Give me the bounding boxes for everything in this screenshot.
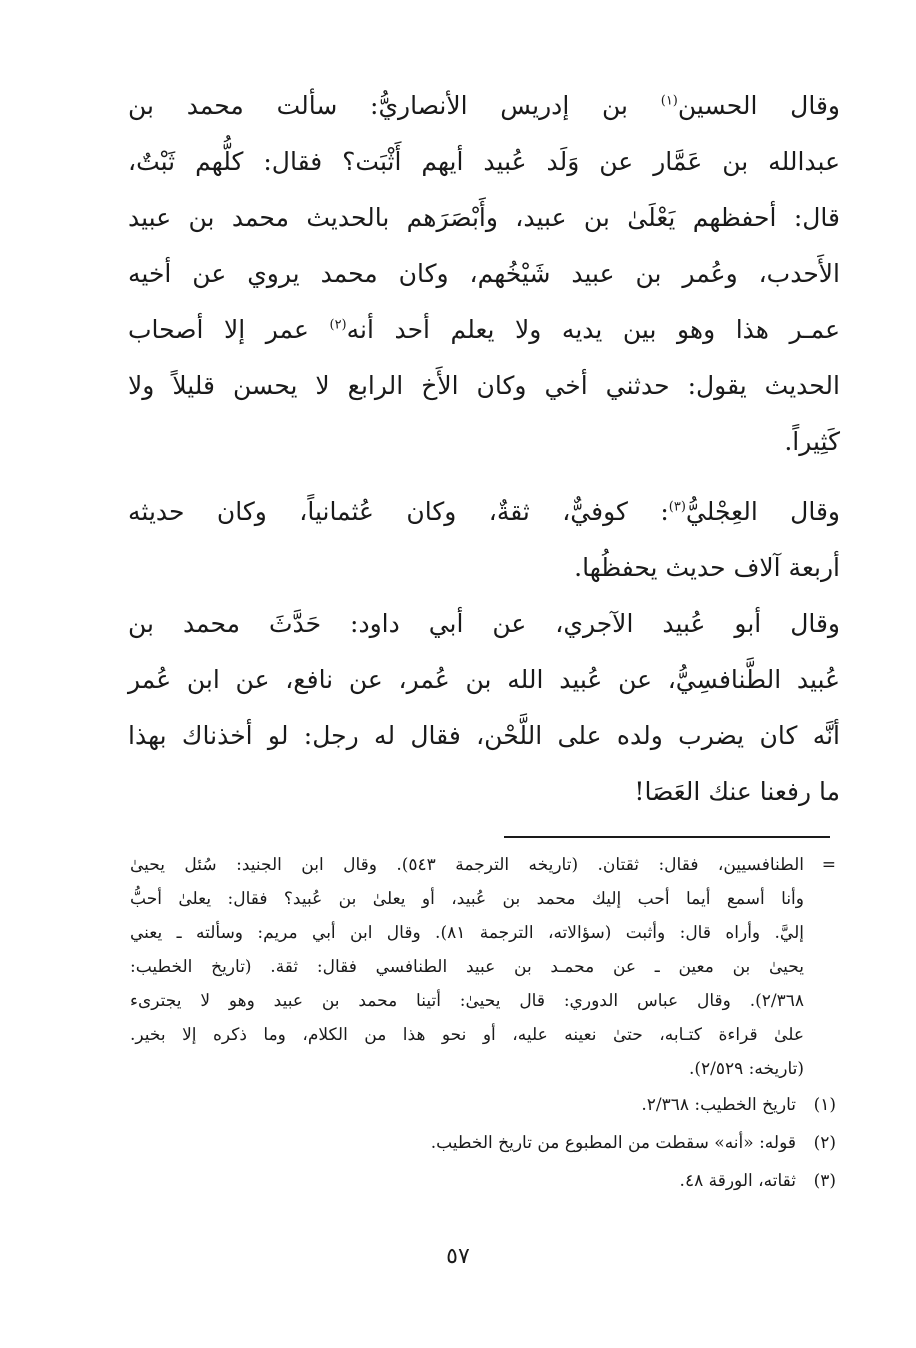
- text-line: أربعة آلاف حديث يحفظُها.: [574, 553, 840, 582]
- footnote-1: [130, 1086, 842, 1124]
- footnote-2: [130, 1124, 842, 1162]
- text-line: كَثِيراً.: [784, 427, 840, 456]
- text-line: الأَحدب، وعُمر بن عبيد شَيْخُهم، وكان محمد يروي عن أخيه: [128, 259, 840, 288]
- text-segment: عمـر هذا وهو بين يديه ولا يعلم أحد أنه: [346, 315, 840, 344]
- text-line: الحديث يقول: حدثني أخي وكان الأَخ الرابع لا يحسن قليلاً ولا: [128, 371, 840, 400]
- text-line: [128, 78, 840, 134]
- text-line: وقال أبو عُبيد الآجري، عن أبي داود: حَدَّثَ محمد بن: [128, 609, 840, 638]
- text-segment: بن إدريس الأنصاريُّ: سألت محمد بن: [128, 91, 661, 120]
- paragraph-1: [128, 78, 840, 470]
- footnote-ref-1: (١): [660, 93, 678, 109]
- text-segment: وقال العِجْليُّ: [685, 497, 840, 526]
- footnote-ref-3: (٣): [668, 499, 686, 515]
- paragraph-2: [128, 484, 840, 596]
- text-segment: : كوفيٌّ، ثقةٌ، وكان عُثمانياً، وكان حديثه: [128, 497, 669, 526]
- text-line: عبدالله بن عَمَّار عن وَلَد عُبيد أيهم أَثْبَت؟ فقال: كلُّهم ثَبْتٌ،: [128, 147, 840, 176]
- footnote-text: قوله: «أنه» سقطت من المطبوع من تاريخ الخطيب.: [430, 1133, 796, 1153]
- text-segment: عمر إلا أصحاب: [128, 315, 330, 344]
- footnote-text: ثقاته، الورقة ٤٨.: [679, 1171, 796, 1191]
- text-segment: وقال الحسين: [677, 91, 840, 120]
- footnote-line: وأنا أسمع أيما أحب إليك محمد بن عُبيد، أو يعلىٰ بن عُبيد؟ فقال: يعلىٰ أحبُّ: [130, 889, 804, 909]
- text-line: [128, 302, 840, 358]
- text-line: أنَّه كان يضرب ولده على اللَّحْن، فقال له رجل: لو أخذناك بهذا: [128, 721, 840, 750]
- text-line: [128, 484, 840, 540]
- main-text: [128, 78, 840, 820]
- footnote-number: (٣): [813, 1171, 836, 1191]
- footnote-line: ٢/٣٦٨). وقال عباس الدوري: قال يحيىٰ: أتينا محمد بن عبيد وهو لا يجترىء: [130, 991, 804, 1011]
- text-line: عُبيد الطَّنافسِيُّ، عن عُبيد الله بن عُمر، عن نافع، عن ابن عُمر: [128, 665, 840, 694]
- footnote-continuation: [130, 848, 842, 1086]
- footnotes: [130, 848, 842, 1200]
- continuation-marker: =: [821, 855, 836, 875]
- footnote-text: تاريخ الخطيب: ٢/٣٦٨.: [641, 1095, 796, 1115]
- text-line: ما رفعنا عنك العَصَا!: [634, 777, 840, 806]
- footnote-number: (٢): [813, 1133, 836, 1153]
- footnote-line: (تاريخه: ٢/٥٢٩).: [688, 1059, 804, 1079]
- footnote-divider: [504, 836, 830, 838]
- footnote-line: إليَّ. وأراه قال: وأثبت (سؤالاته، الترجمة ٨١). وقال ابن أبي مريم: وسألته ـ يعني: [130, 923, 804, 943]
- footnote-number: (١): [813, 1095, 836, 1115]
- footnote-3: [130, 1162, 842, 1200]
- page-number: ٥٧: [446, 1244, 470, 1269]
- footnote-line: الطنافسيين، فقال: ثقتان. (تاريخه الترجمة ٥٤٣). وقال ابن الجنيد: سُئل يحيىٰ: [130, 855, 804, 875]
- paragraph-3: [128, 596, 840, 820]
- footnote-line: علىٰ قراءة كتـابه، حتىٰ نعينه عليه، أو نحو هذا من الكلام، وما ذكره إلا بخير.: [130, 1025, 804, 1045]
- text-line: قال: أحفظهم يَعْلَىٰ بن عبيد، وأَبْصَرَهم بالحديث محمد بن عبيد: [128, 203, 840, 232]
- footnote-ref-2: (٢): [329, 317, 347, 333]
- footnote-line: يحيىٰ بن معين ـ عن محمـد بن عبيد الطنافسي فقال: ثقة. (تاريخ الخطيب:: [130, 957, 804, 977]
